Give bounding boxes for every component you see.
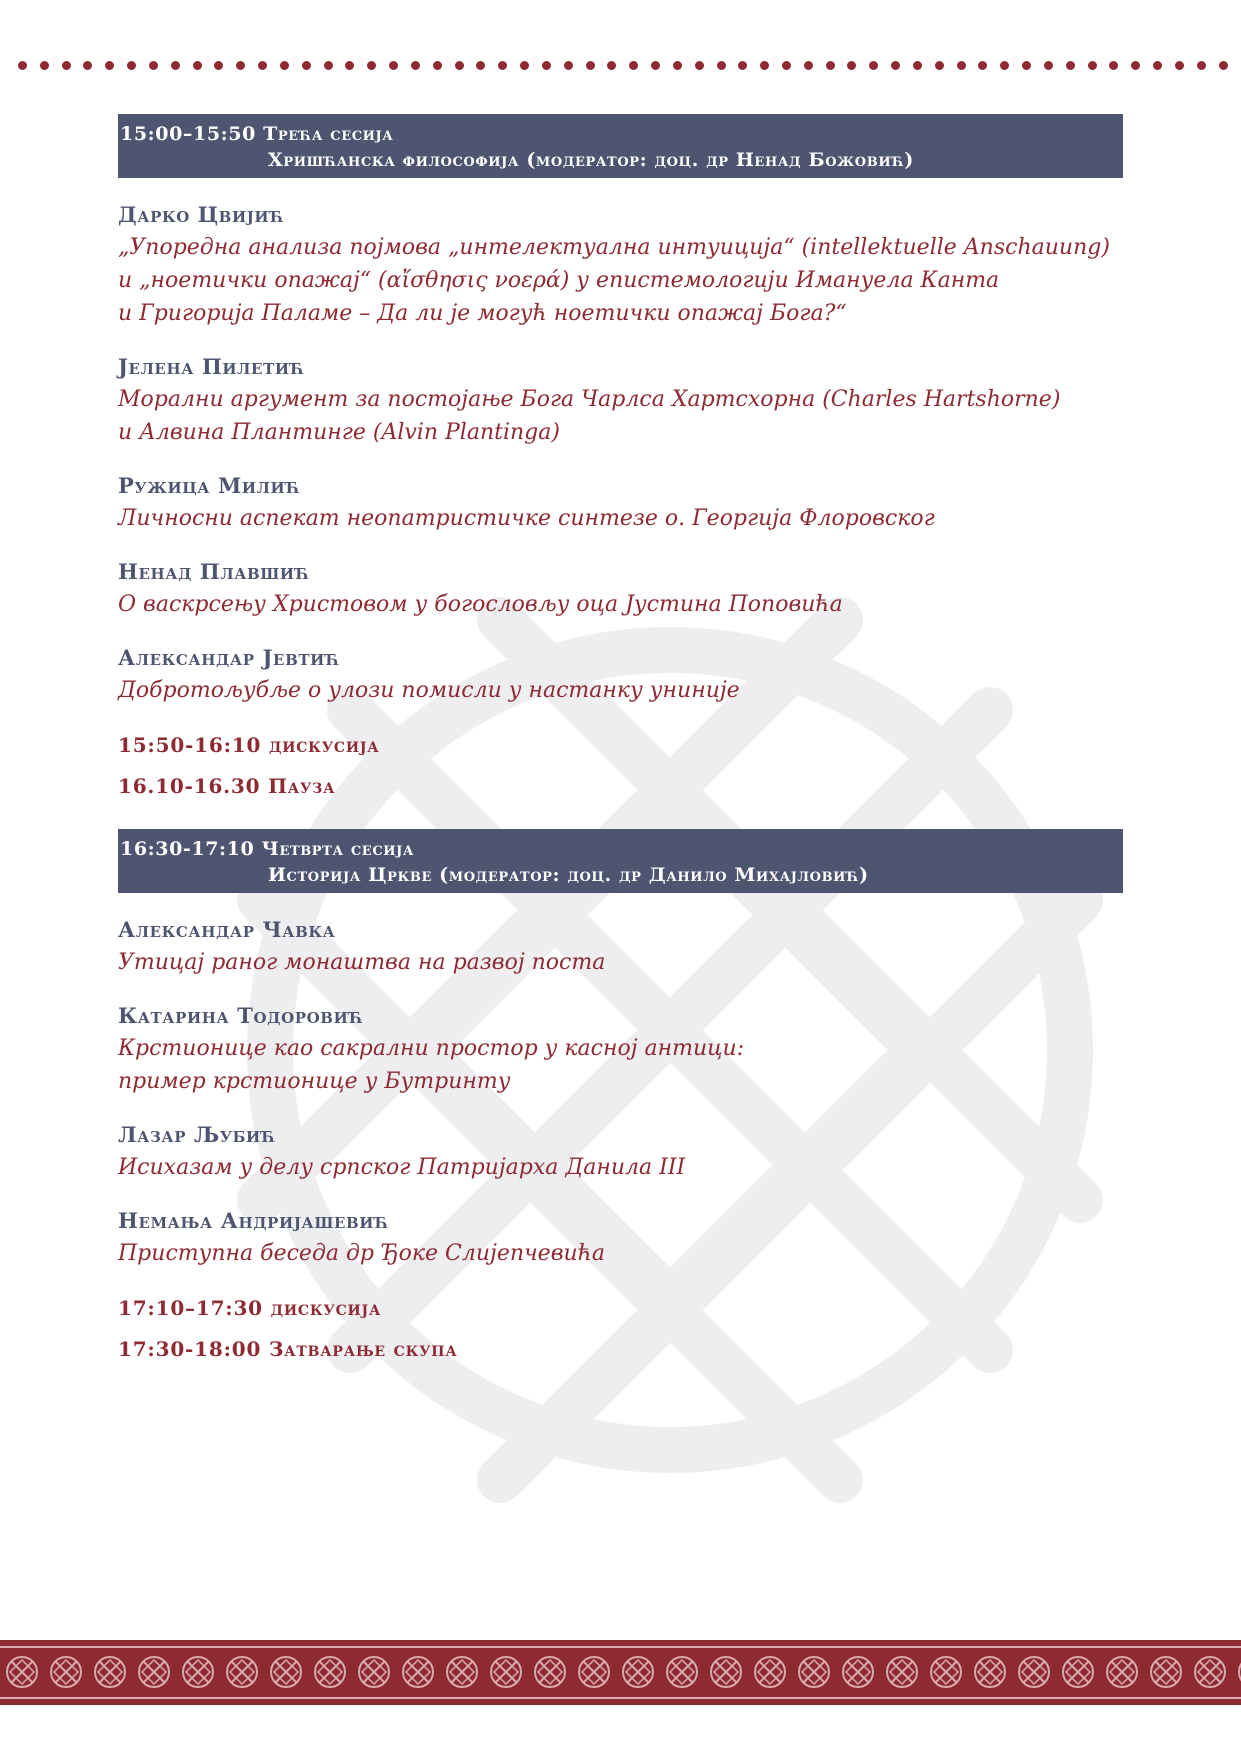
talk-title: О васкрсењу Христовом у богословљу оца Јустина Поповића <box>118 592 843 617</box>
session-3-time-title: 15:00–15:50 Трећа сесија <box>120 123 394 145</box>
border-dot <box>476 61 485 70</box>
talk-title: Личносни аспекат неопатристичке синтезе о. Георгија Флоровског <box>118 506 935 531</box>
speaker-name: Александар Чавка <box>118 917 336 942</box>
border-dot <box>433 61 442 70</box>
border-dot <box>935 61 944 70</box>
talk-item <box>118 556 1123 621</box>
speaker-name: Ружица Милић <box>118 473 301 498</box>
border-dot <box>62 61 71 70</box>
border-dot <box>869 61 878 70</box>
program-content <box>118 114 1123 1370</box>
border-dot <box>83 61 92 70</box>
session-4-subtitle: Историја Цркве (модератор: доц. др Данило Михајловић) <box>268 864 869 886</box>
border-dot <box>280 61 289 70</box>
border-dot <box>1109 61 1118 70</box>
talk-item <box>118 642 1123 707</box>
border-dot <box>1000 61 1009 70</box>
border-dot <box>389 61 398 70</box>
border-dot <box>957 61 966 70</box>
border-dot <box>455 61 464 70</box>
border-dot <box>171 61 180 70</box>
border-dot <box>324 61 333 70</box>
talk-title: Исихазам у делу српског Патријарха Данила III <box>118 1155 686 1180</box>
session-4-time-title: 16:30-17:10 Четврта сесија <box>120 838 415 860</box>
border-dot <box>651 61 660 70</box>
border-dot <box>826 61 835 70</box>
speaker-name: Немања Андријашевић <box>118 1208 390 1233</box>
border-dot <box>629 61 638 70</box>
speaker-name: Катарина Тодоровић <box>118 1003 364 1028</box>
border-dot <box>673 61 682 70</box>
speaker-name: Александар Јевтић <box>118 645 340 670</box>
border-dot <box>1153 61 1162 70</box>
border-dot <box>193 61 202 70</box>
border-dot <box>18 61 27 70</box>
speaker-name: Јелена Пилетић <box>118 354 305 379</box>
border-dot <box>236 61 245 70</box>
session-4-schedule-after <box>118 1288 1123 1370</box>
border-dot <box>1066 61 1075 70</box>
border-dot <box>760 61 769 70</box>
border-dot <box>891 61 900 70</box>
border-dot <box>978 61 987 70</box>
session-3-header <box>118 114 1123 178</box>
session-3-subtitle: Хришћанска философија (модератор: доц. др Ненад Божовић) <box>268 149 914 171</box>
speaker-name: Дарко Цвијић <box>118 202 285 227</box>
border-dot <box>1219 61 1228 70</box>
talk-title: „Упоредна анализа појмова „интелектуална интуиција“ (intellektuelle Anschauung) и „ноетички опажај“ (αἴσθησις νοερά) у епистемологији Имануела Канта и Григорија Паламе – Да ли је могућ ноетички опажај Бога?“ <box>118 235 1110 326</box>
border-dot <box>695 61 704 70</box>
talk-item <box>118 351 1123 449</box>
border-dot <box>258 61 267 70</box>
border-dot <box>717 61 726 70</box>
speaker-name: Лазар Љубић <box>118 1122 276 1147</box>
border-dot <box>564 61 573 70</box>
border-dot <box>542 61 551 70</box>
break-time: 16.10-16.30 Пауза <box>118 774 336 798</box>
border-dot <box>105 61 114 70</box>
border-dot <box>214 61 223 70</box>
discussion-time: 17:10–17:30 дискусија <box>118 1296 382 1320</box>
closing-time: 17:30-18:00 Затварање скупа <box>118 1337 458 1361</box>
border-dot <box>520 61 529 70</box>
top-dot-border <box>18 58 1228 72</box>
talk-item <box>118 199 1123 330</box>
talk-item <box>118 1205 1123 1270</box>
talk-title: Приступна беседа др Ђоке Слијепчевића <box>118 1241 605 1266</box>
border-dot <box>149 61 158 70</box>
session-4-header <box>118 829 1123 893</box>
talk-item <box>118 1119 1123 1184</box>
border-dot <box>302 61 311 70</box>
border-dot <box>127 61 136 70</box>
border-dot <box>738 61 747 70</box>
border-dot <box>345 61 354 70</box>
border-dot <box>367 61 376 70</box>
border-dot <box>1197 61 1206 70</box>
border-dot <box>782 61 791 70</box>
border-dot <box>1022 61 1031 70</box>
talk-title: Морални аргумент за постојање Бога Чарлса Хартсхорна (Charles Hartshorne) и Алвина Плантинге (Alvin Plantinga) <box>118 387 1061 445</box>
border-dot <box>40 61 49 70</box>
border-dot <box>1088 61 1097 70</box>
border-dot <box>1175 61 1184 70</box>
border-dot <box>586 61 595 70</box>
border-dot <box>1131 61 1140 70</box>
footer-ornament-band <box>0 1640 1241 1705</box>
border-dot <box>1044 61 1053 70</box>
talk-title: Утицај раног монаштва на развој поста <box>118 950 606 975</box>
talk-title: Крстионице као сакрални простор у касној антици: пример крстионице у Бутринту <box>118 1036 745 1094</box>
speaker-name: Ненад Плавшић <box>118 559 310 584</box>
talk-item <box>118 914 1123 979</box>
border-dot <box>913 61 922 70</box>
session-3-schedule-after <box>118 725 1123 807</box>
border-dot <box>411 61 420 70</box>
discussion-time: 15:50-16:10 дискусија <box>118 733 380 757</box>
talk-item <box>118 1000 1123 1098</box>
border-dot <box>498 61 507 70</box>
border-dot <box>804 61 813 70</box>
talk-title: Добротољубље о улози помисли у настанку униније <box>118 678 740 703</box>
border-dot <box>847 61 856 70</box>
talk-item <box>118 470 1123 535</box>
border-dot <box>607 61 616 70</box>
